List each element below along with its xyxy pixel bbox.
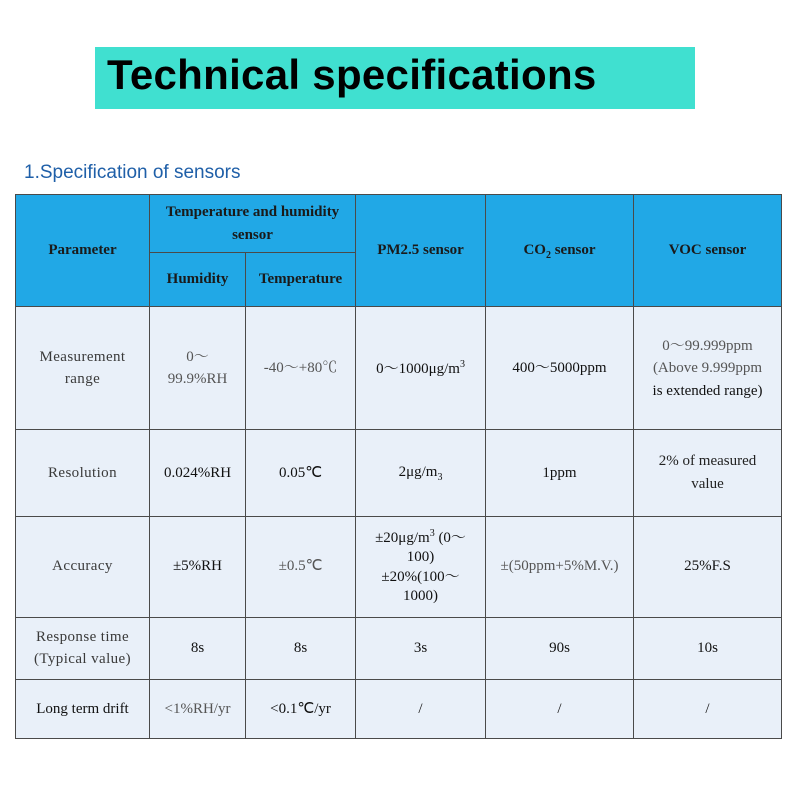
row-label-response-time [16, 617, 150, 679]
cell-co2-drift: / [486, 679, 634, 738]
cell-voc-range [634, 307, 782, 430]
row-label-line: range [64, 371, 101, 388]
cell-humidity-range [150, 307, 246, 430]
cell-line: 0～99.999ppm [662, 337, 753, 354]
cell-voc-accuracy: 25%F.S [634, 516, 782, 617]
cell-line: ±20%(100～ [381, 568, 460, 585]
table-row [16, 617, 782, 679]
cell-line: 2% of measured [658, 453, 757, 470]
cell-line: is extended range) [652, 382, 763, 399]
cell-temperature-resolution: 0.05℃ [246, 430, 356, 516]
title-banner [95, 47, 695, 109]
cell-voc-resolution [634, 430, 782, 516]
table-row [16, 307, 782, 430]
cell-humidity-response: 8s [150, 617, 246, 679]
table-row [16, 430, 782, 516]
cell-humidity-accuracy: ±5%RH [150, 516, 246, 617]
row-label-line: (Typical value) [34, 651, 131, 668]
table-row [16, 679, 782, 738]
cell-pm25-response: 3s [356, 617, 486, 679]
cell-temperature-accuracy: ±0.5℃ [246, 516, 356, 617]
header-pm25: PM2.5 sensor [356, 195, 486, 307]
header-temperature: Temperature [246, 253, 356, 307]
header-co2-sub: 2 [545, 249, 551, 261]
header-co2-suffix: sensor [550, 241, 596, 258]
cell-sup: 3 [429, 527, 435, 539]
cell-pm25-resolution [356, 430, 486, 516]
cell-co2-response: 90s [486, 617, 634, 679]
cell-line: value [691, 475, 724, 492]
cell-line: 100) [406, 549, 435, 566]
cell-voc-response: 10s [634, 617, 782, 679]
header-voc: VOC sensor [634, 195, 782, 307]
header-co2 [486, 195, 634, 307]
row-label-line: Response time [35, 628, 130, 645]
row-label-resolution: Resolution [16, 430, 150, 516]
cell-sub: 3 [437, 471, 443, 483]
cell-text: 0～1000μg/m [376, 360, 460, 377]
cell-humidity-drift: <1%RH/yr [150, 679, 246, 738]
cell-co2-accuracy: ±(50ppm+5%M.V.) [486, 516, 634, 617]
row-label-accuracy: Accuracy [16, 516, 150, 617]
row-label-long-term-drift: Long term drift [16, 679, 150, 738]
cell-pm25-drift: / [356, 679, 486, 738]
cell-pm25-range [356, 307, 486, 430]
cell-temperature-drift: <0.1℃/yr [246, 679, 356, 738]
table-row [16, 516, 782, 617]
cell-text: (0～ [434, 529, 466, 546]
cell-co2-range: 400～5000ppm [486, 307, 634, 430]
row-label-measurement-range [16, 307, 150, 430]
cell-temperature-response: 8s [246, 617, 356, 679]
spec-table [15, 194, 782, 739]
page-title: Technical specifications [107, 51, 597, 98]
header-co2-prefix: CO [523, 241, 546, 258]
cell-text: 2μg/m [398, 463, 438, 480]
header-humidity: Humidity [150, 253, 246, 307]
row-label-line: Measurement [39, 348, 126, 365]
header-parameter: Parameter [16, 195, 150, 307]
section-title: 1.Specification of sensors [24, 162, 241, 183]
header-temp-humidity-group: Temperature and humidity sensor [150, 195, 356, 253]
cell-text: ±20μg/m [375, 529, 430, 546]
cell-line: 1000) [403, 588, 439, 605]
cell-line [359, 527, 482, 549]
cell-line: (Above 9.999ppm [652, 360, 763, 377]
cell-temperature-range: -40～+80℃ [246, 307, 356, 430]
cell-pm25-accuracy [356, 516, 486, 617]
cell-co2-resolution: 1ppm [486, 430, 634, 516]
cell-sup: 3 [459, 358, 465, 370]
header-row [16, 195, 782, 253]
cell-voc-drift: / [634, 679, 782, 738]
cell-humidity-resolution: 0.024%RH [150, 430, 246, 516]
cell-line: 99.9%RH [167, 371, 228, 388]
cell-line: 0～ [186, 348, 209, 365]
